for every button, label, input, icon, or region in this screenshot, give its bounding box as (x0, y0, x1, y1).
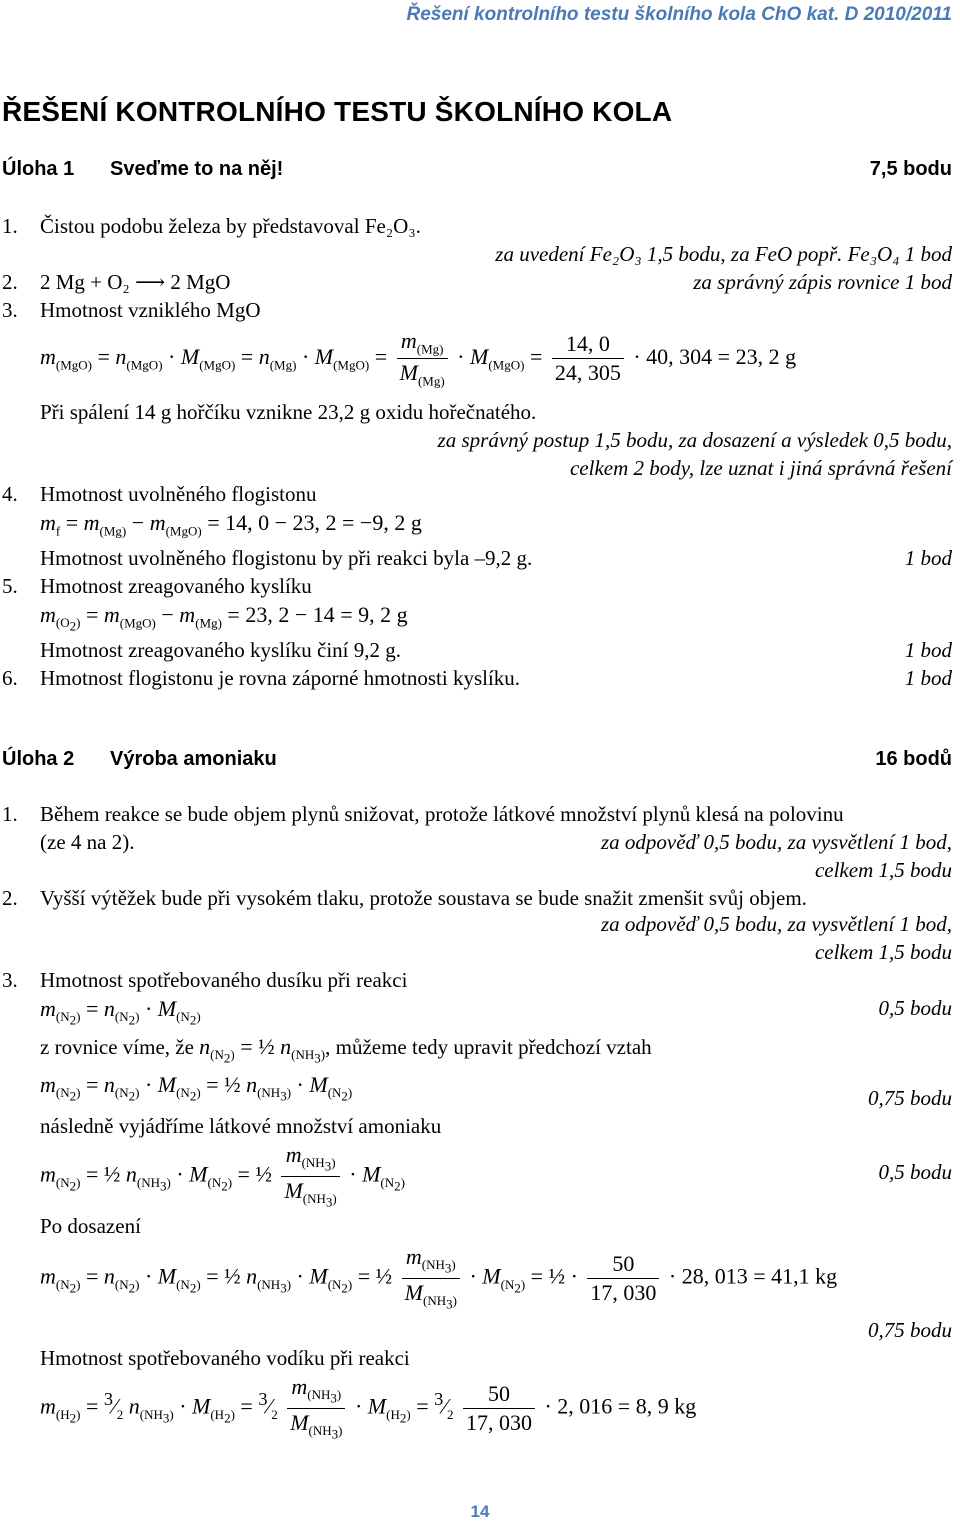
t2-po-dosazeni: Po dosazení (40, 1214, 141, 1238)
task2-points: 16 bodů (875, 748, 952, 770)
t2-score-1: 0,5 bodu (878, 996, 952, 1020)
t1-item1-score: za uvedení Fe₂O₃ 1,5 bodu, za FeO popř. Fe₃O₄ 1 bod (495, 242, 952, 266)
formula-n2-basic: $m_{(N_2)} = n_{(N_2)} \cdot M_{(N_2)}$ (40, 996, 201, 1028)
formula-n2-nh3: $m_{(N_2)}$ = ½ $n_{(NH_3)} \cdot M_{(N_2)}$ = ½ $\frac{m_{(NH_3)}}{M_{(NH_3)}}$ · $M_{(N_2)}$ (40, 1142, 405, 1210)
t2-rov-b: , můžeme tedy upravit předchozí vztah (325, 1035, 652, 1059)
t2-score-2: 0,75 bodu (868, 1086, 952, 1110)
t1-item2-text: 2 Mg + O₂ ⟶ 2 MgO (40, 270, 231, 294)
t1-item5-score: 1 bod (904, 638, 952, 662)
task1-label: Úloha 1 (2, 158, 75, 180)
page-header: Řešení kontrolního testu školního kola ChO kat. D 2010/2011 (406, 4, 952, 25)
t1-item4-result: Hmotnost uvolněného flogistonu by při reakci byla –9,2 g. (40, 546, 533, 570)
formula-n2-result: $m_{(N_2)} = n_{(N_2)} \cdot M_{(N_2)}$ = ½ $n_{(NH_3)} \cdot M_{(N_2)}$ = ½ $\frac{m_{(NH_3)}}{M_{(NH_3)}}$ · $M_{(N_2)}$ = ½ · $\frac{50}{17, 030}$ · 28, 013 = 41,1 kg (40, 1244, 838, 1312)
t2-item1-text2: (ze 4 na 2). (40, 830, 135, 854)
t1-item6-num: 6. (2, 666, 18, 690)
t2-item3-text: Hmotnost spotřebovaného dusíku při reakci (40, 968, 408, 992)
t2-score-3: 0,5 bodu (878, 1160, 952, 1184)
t2-vodik: Hmotnost spotřebovaného vodíku při reakci (40, 1346, 410, 1370)
task1-name: Sveďme to na něj! (110, 158, 284, 180)
t2-item1-score2: celkem 1,5 bodu (814, 858, 952, 882)
t2-item2-text: Vyšší výtěžek bude při vysokém tlaku, protože soustava se bude snažit zmenšit svůj objem. (40, 886, 807, 910)
t2-item2-num: 2. (2, 886, 18, 910)
t2-nasledne: následně vyjádříme látkové množství amoniaku (40, 1114, 442, 1138)
task2-label: Úloha 2 (2, 748, 75, 770)
formula-n-ratio: $n_{(N_2)}$ = ½ $n_{(NH_3)}$ (199, 1034, 326, 1066)
t1-item4-score: 1 bod (904, 546, 952, 570)
t1-item4-text: Hmotnost uvolněného flogistonu (40, 482, 317, 506)
t1-item3-score1: za správný postup 1,5 bodu, za dosazení a výsledek 0,5 bodu, (437, 428, 952, 452)
task1-points: 7,5 bodu (869, 158, 952, 180)
t2-item1-score1: za odpověď 0,5 bodu, za vysvětlení 1 bod, (600, 830, 952, 854)
t1-item5-num: 5. (2, 574, 18, 598)
t2-item1-text1: Během reakce se bude objem plynů snižovat, protože látkové množství plynů klesá na polovinu (40, 802, 844, 826)
t2-item3-num: 3. (2, 968, 18, 992)
formula-oxygen: $m_{(O_2)} = m_{(MgO)} - m_{(Mg)} = 23$, 2 − 14 = 9, 2 g (40, 602, 408, 634)
t1-item3-score2: celkem 2 body, lze uznat i jiná správná řešení (569, 456, 952, 480)
t1-item3-num: 3. (2, 298, 18, 322)
formula-h2-result: $m_{(H_2)}$ = $^3⁄_2$ $n_{(NH_3)} \cdot M_{(H_2)}$ = $^3⁄_2$ $\frac{m_{(NH_3)}}{M_{(NH_3)}}$ · $M_{(H_2)}$ = $^3⁄_2$ $\frac{50}{17, 030}$ · 2, 016 = 8, 9 kg (40, 1374, 697, 1442)
t2-item2-score2: celkem 1,5 bodu (814, 940, 952, 964)
formula-n2-upraveny: $m_{(N_2)} = n_{(N_2)} \cdot M_{(N_2)}$ = ½ $n_{(NH_3)} \cdot M_{(N_2)}$ (40, 1072, 353, 1104)
t1-item3-text: Hmotnost vzniklého MgO (40, 298, 261, 322)
t1-item6-text: Hmotnost flogistonu je rovna záporné hmotnosti kyslíku. (40, 666, 521, 690)
t1-item2-num: 2. (2, 270, 18, 294)
task2-name: Výroba amoniaku (110, 748, 277, 770)
t1-item2-score: za správný zápis rovnice 1 bod (693, 270, 952, 294)
formula-mgo-mass: $m_{(MgO)} = n_{(MgO)} \cdot M_{(MgO)} = n_{(Mg)} \cdot M_{(MgO)}$ = $\frac{m_{(Mg)}}{M_{(Mg)}}$ · $M_{(MgO)}$ = $\frac{14, 0}{24, 305}$ · 40, 304 = 23, 2 g (40, 328, 797, 389)
t2-item1-num: 1. (2, 802, 18, 826)
page-title: ŘEŠENÍ KONTROLNÍHO TESTU ŠKOLNÍHO KOLA (2, 96, 673, 127)
t1-item4-num: 4. (2, 482, 18, 506)
t1-item3-result: Při spálení 14 g hořčíku vznikne 23,2 g oxidu hořečnatého. (40, 400, 537, 424)
t1-item5-result: Hmotnost zreagovaného kyslíku činí 9,2 g. (40, 638, 402, 662)
t1-item1-num: 1. (2, 214, 18, 238)
page-number: 14 (470, 1502, 490, 1521)
t2-item2-score1: za odpověď 0,5 bodu, za vysvětlení 1 bod, (600, 912, 952, 936)
t2-rov-a: z rovnice víme, že (40, 1035, 194, 1059)
t1-item6-score: 1 bod (904, 666, 952, 690)
formula-flogiston: $m_f = m_{(Mg)} - m_{(MgO)} = 14$, 0 − 23, 2 = −9, 2 g (40, 510, 422, 539)
t1-item1-text: Čistou podobu železa by představoval Fe₂O₃. (40, 214, 421, 238)
t2-equation-line (40, 1034, 652, 1067)
t2-score-4: 0,75 bodu (868, 1318, 952, 1342)
t1-item5-text: Hmotnost zreagovaného kyslíku (40, 574, 312, 598)
